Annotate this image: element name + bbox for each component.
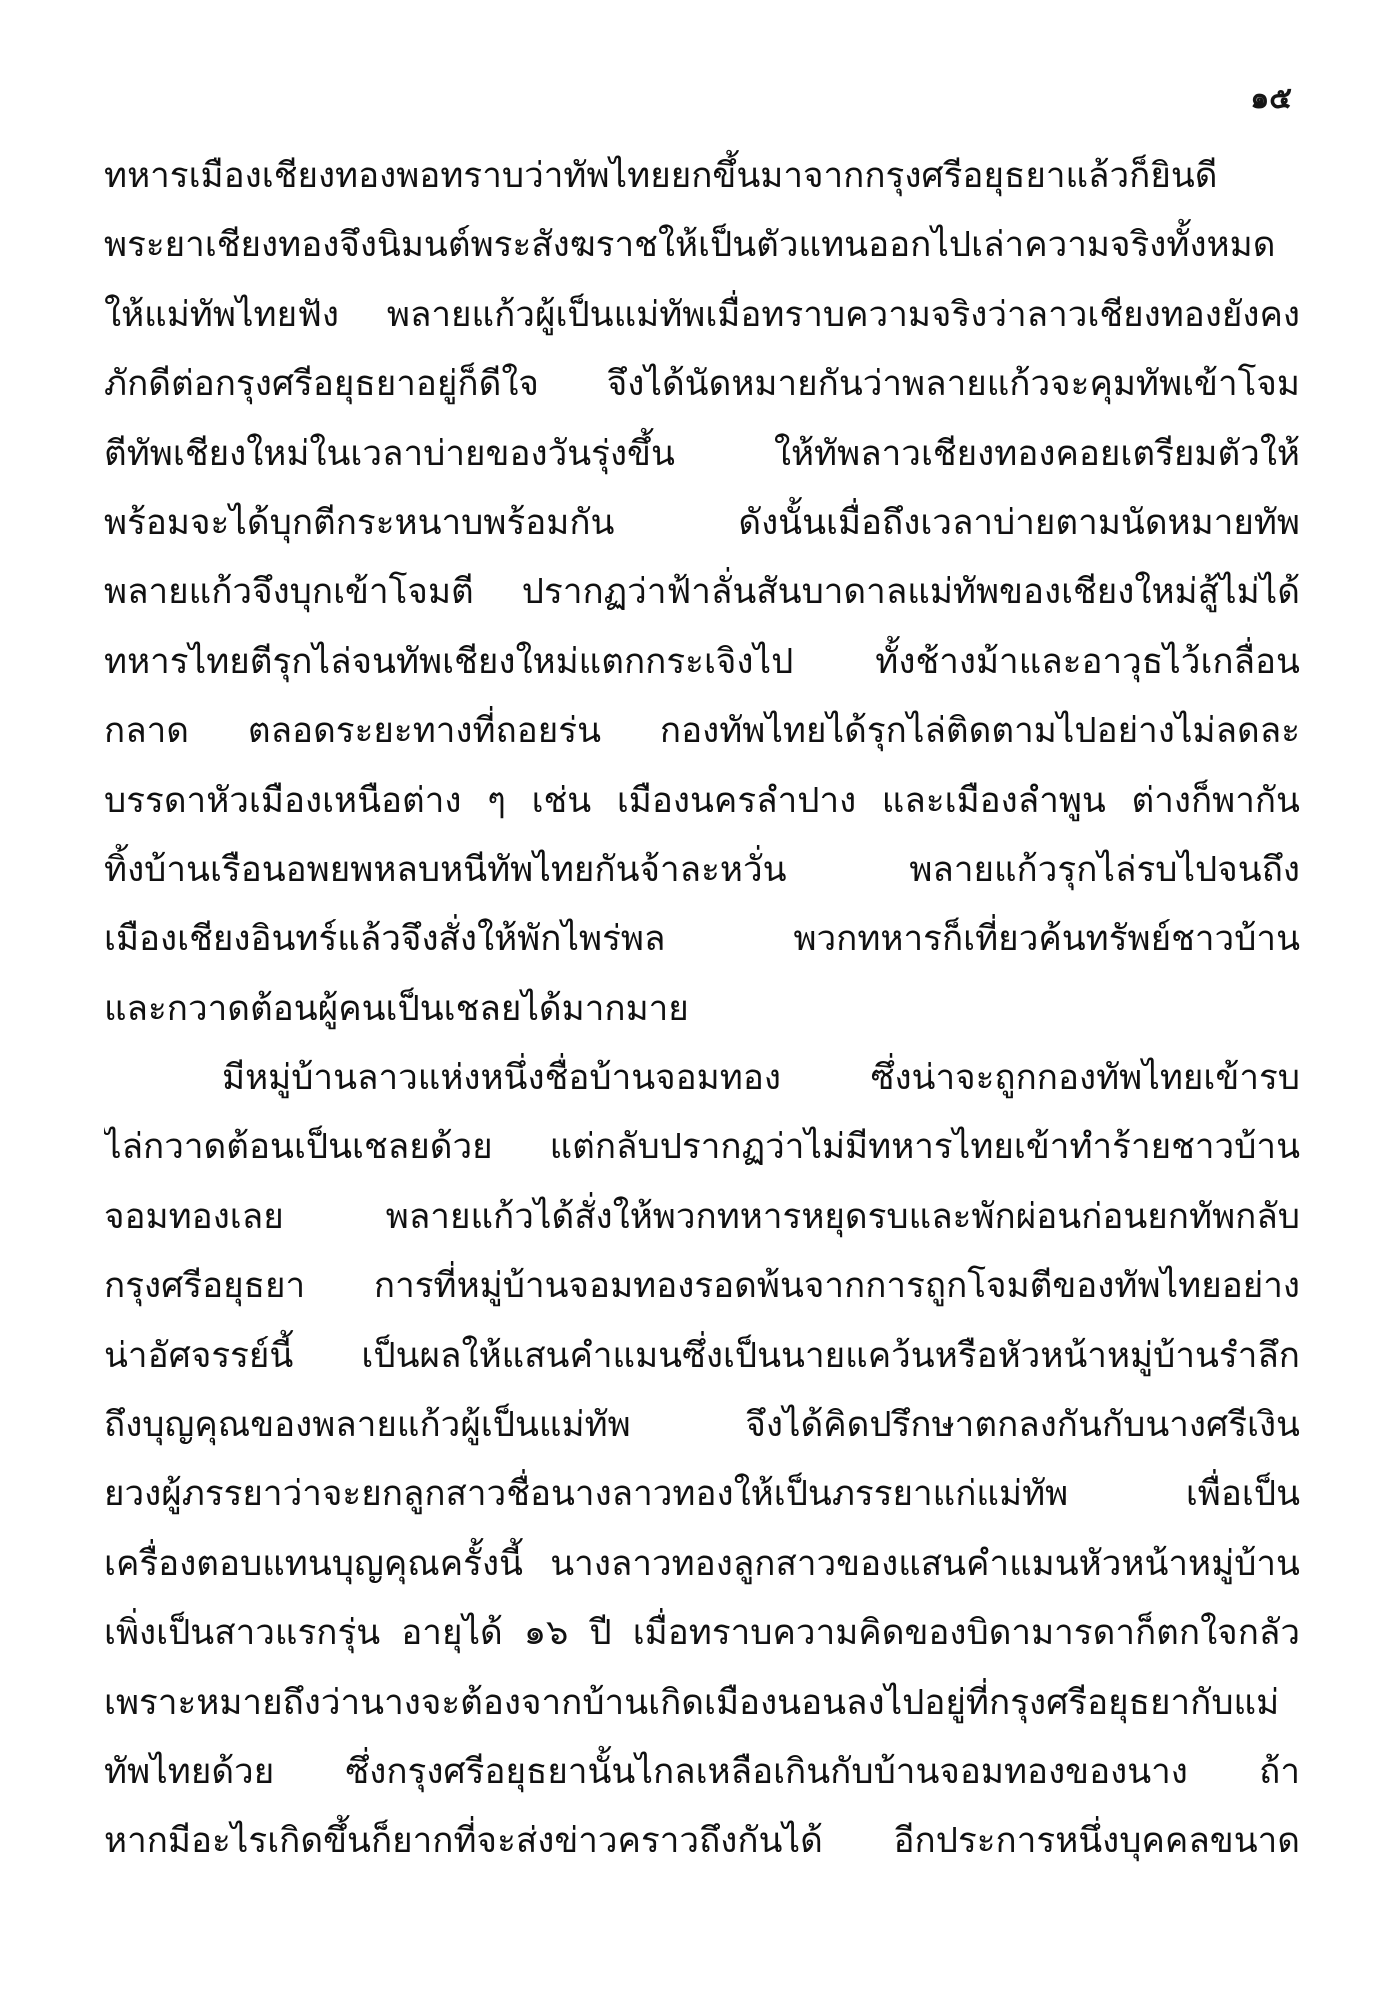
text-line: บรรดาหัวเมืองเหนือต่าง ๆ เช่น เมืองนครลำปาง และเมืองลำพูน ต่างก็พากัน [104,780,1300,821]
body-text [104,142,1300,1877]
text-line: จอมทองเลย พลายแก้วได้สั่งให้พวกทหารหยุดรบและพักผ่อนก่อนยกทัพกลับ [104,1196,1300,1237]
text-line: หากมีอะไรเกิดขึ้นก็ยากที่จะส่งข่าวคราวถึงกันได้ อีกประการหนึ่งบุคคลขนาด [104,1821,1300,1862]
paragraph-start-line: มีหมู่บ้านลาวแห่งหนึ่งชื่อบ้านจอมทอง ซึ่งน่าจะถูกกองทัพไทยเข้ารบ [222,1058,1300,1099]
text-line: ไล่กวาดต้อนเป็นเชลยด้วย แต่กลับปรากฏว่าไม่มีทหารไทยเข้าทำร้ายชาวบ้าน [104,1127,1300,1168]
text-line: ให้แม่ทัพไทยฟัง พลายแก้วผู้เป็นแม่ทัพเมื่อทราบความจริงว่าลาวเชียงทองยังคง [104,294,1300,335]
text-line: ทัพไทยด้วย ซึ่งกรุงศรีอยุธยานั้นไกลเหลือเกินกับบ้านจอมทองของนาง ถ้า [104,1751,1300,1792]
text-line: พระยาเชียงทองจึงนิมนต์พระสังฆราชให้เป็นตัวแทนออกไปเล่าความจริงทั้งหมด [104,225,1276,266]
text-line: เครื่องตอบแทนบุญคุณครั้งนี้ นางลาวทองลูกสาวของแสนคำแมนหัวหน้าหมู่บ้าน [104,1543,1300,1584]
text-line: ยวงผู้ภรรยาว่าจะยกลูกสาวชื่อนางลาวทองให้เป็นภรรยาแก่แม่ทัพ เพื่อเป็น [104,1474,1300,1515]
text-line: ทิ้งบ้านเรือนอพยพหลบหนีทัพไทยกันจ้าละหวั่น พลายแก้วรุกไล่รบไปจนถึง [104,849,1300,890]
text-line: ถึงบุญคุณของพลายแก้วผู้เป็นแม่ทัพ จึงได้คิดปรึกษาตกลงกันกับนางศรีเงิน [104,1405,1300,1446]
text-line: ทหารเมืองเชียงทองพอทราบว่าทัพไทยยกขึ้นมาจากกรุงศรีอยุธยาแล้วก็ยินดี [104,156,1218,196]
text-line: พลายแก้วจึงบุกเข้าโจมตี ปรากฏว่าฟ้าลั่นสันบาดาลแม่ทัพของเชียงใหม่สู้ไม่ได้ [104,572,1300,613]
text-line: เมืองเชียงอินทร์แล้วจึงสั่งให้พักไพร่พล พวกทหารก็เที่ยวค้นทรัพย์ชาวบ้าน [104,919,1300,960]
text-line: น่าอัศจรรย์นี้ เป็นผลให้แสนคำแมนซึ่งเป็นนายแคว้นหรือหัวหน้าหมู่บ้านรำลึก [104,1335,1300,1376]
text-line: เพราะหมายถึงว่านางจะต้องจากบ้านเกิดเมืองนอนลงไปอยู่ที่กรุงศรีอยุธยากับแม่ [104,1682,1280,1723]
text-line: กลาด ตลอดระยะทางที่ถอยร่น กองทัพไทยได้รุกไล่ติดตามไปอย่างไม่ลดละ [104,711,1300,752]
text-line: ทหารไทยตีรุกไล่จนทัพเชียงใหม่แตกกระเจิงไป ทั้งช้างม้าและอาวุธไว้เกลื่อน [104,641,1300,682]
text-line: ตีทัพเชียงใหม่ในเวลาบ่ายของวันรุ่งขึ้น ให้ทัพลาวเชียงทองคอยเตรียมตัวให้ [104,433,1300,474]
text-line: กรุงศรีอยุธยา การที่หมู่บ้านจอมทองรอดพ้นจากการถูกโจมตีของทัพไทยอย่าง [104,1266,1300,1307]
text-line: พร้อมจะได้บุกตีกระหนาบพร้อมกัน ดังนั้นเมื่อถึงเวลาบ่ายตามนัดหมายทัพ [104,502,1300,543]
page-number: ๑๕ [1250,81,1292,116]
text-line: ภักดีต่อกรุงศรีอยุธยาอยู่ก็ดีใจ จึงได้นัดหมายกันว่าพลายแก้วจะคุมทัพเข้าโจม [104,364,1300,405]
text-line: เพิ่งเป็นสาวแรกรุ่น อายุได้ ๑๖ ปี เมื่อทราบความคิดของบิดามารดาก็ตกใจกลัว [104,1613,1300,1654]
paragraph-end-line: และกวาดต้อนผู้คนเป็นเชลยได้มากมาย [104,988,689,1029]
